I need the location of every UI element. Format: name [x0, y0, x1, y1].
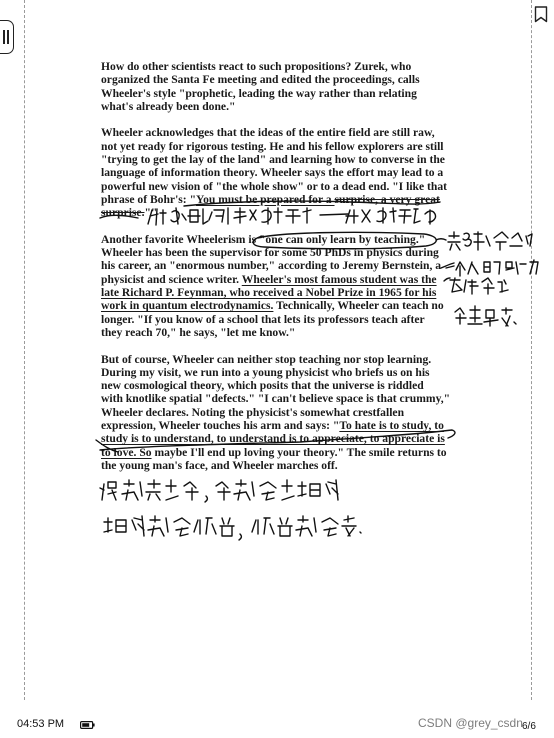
text-line: Wheeler's style "prophetic, leading the way rather than relating: [101, 86, 417, 100]
text-line: Wheeler declares. Noting the physicist's somewhat crestfallen: [101, 405, 405, 419]
text-line: [101, 193, 457, 206]
handwritten-note-5: [455, 306, 516, 326]
text-line: Wheeler has been the supervisor for some 50 PhDs in physics during: [101, 246, 439, 260]
underlined-quote: To hate is to study, to: [339, 419, 444, 433]
handwritten-note-3: [446, 260, 538, 276]
text-line: But of course, Wheeler can neither stop teaching nor stop learning.: [101, 352, 432, 366]
text-line: During my visit, we run into a young physicist who briefs us on his: [101, 365, 430, 379]
underlined-quote: to love. So: [101, 445, 152, 459]
right-margin-guide: [531, 0, 532, 700]
circled-quote: "one can only learn by teaching.": [259, 232, 426, 246]
handwritten-note-7: [104, 516, 361, 540]
underlined-quote: You must be prepared for a: [196, 192, 335, 206]
handwritten-note-2: [448, 232, 532, 250]
text-line: language of information theory. Wheeler says the effort may lead to a: [101, 166, 444, 180]
paragraph-1: [101, 60, 457, 113]
text-line: [101, 419, 457, 432]
text-line: the young man's face, and Wheeler marches off.: [101, 458, 338, 472]
text-line: [101, 206, 457, 219]
underlined-text: work in quantum electrodynamics.: [101, 299, 274, 313]
left-margin-guide: [24, 0, 25, 700]
text-line: new cosmological theory, which posits that the universe is riddled: [101, 379, 424, 393]
battery-icon: [80, 721, 95, 729]
text-fragment: expression, Wheeler touches his arm and says: ": [101, 419, 340, 433]
sidebar-toggle-icon[interactable]: [0, 20, 14, 54]
csdn-watermark: CSDN @grey_csdn: [418, 716, 523, 730]
text-line: what's already been done.": [101, 99, 236, 113]
text-fragment: phrase of Bohr's: ": [101, 192, 197, 206]
page-indicator: 6/6: [522, 721, 536, 732]
text-line: Wheeler acknowledges that the ideas of the entire field are still raw,: [101, 126, 435, 140]
clock-time: 04:53 PM: [17, 718, 65, 730]
text-fragment: "": [144, 206, 158, 220]
text-line: not yet ready for rigorous testing. He and his fellow explorers are still: [101, 139, 444, 153]
text-line: [101, 273, 457, 286]
bookmark-icon[interactable]: [534, 6, 548, 23]
text-line: organized the Santa Fe meeting and edited the proceedings, calls: [101, 73, 420, 87]
text-line: powerful new vision of "the whole show" or to a dead end. "I like that: [101, 179, 447, 193]
underlined-text: Wheeler's most famous student was the: [241, 272, 437, 286]
paragraph-3: [101, 233, 457, 339]
sidebar-toggle-bar: [7, 30, 9, 44]
text-line: his career, an "enormous number," according to Jeremy Bernstein, a: [101, 259, 442, 273]
text-line: study is to understand, to understand is to appreciate, to appreciate is: [101, 432, 445, 446]
paragraph-2: [101, 126, 457, 219]
struck-text: surprise, a very great: [334, 192, 440, 206]
text-fragment: physicist and science writer.: [101, 272, 242, 286]
text-line: longer. "If you know of a school that lets its professors teach after: [101, 312, 425, 326]
text-line: [101, 299, 457, 312]
text-line: [101, 446, 457, 459]
status-bar: [0, 712, 554, 738]
text-line: with knotlike spatial "defects." "I can't believe space is that crummy,": [101, 392, 451, 406]
text-line: they reach 70," he says, "let me know.": [101, 325, 296, 339]
article-text: [101, 60, 457, 486]
text-fragment: maybe I'll end up loving your theory." The smile returns to: [151, 445, 447, 459]
struck-text: surprise.: [101, 206, 145, 220]
text-line: late Richard P. Feynman, who received a Nobel Prize in 1965 for his: [101, 286, 437, 300]
text-fragment: Technically, Wheeler can teach no: [273, 299, 444, 313]
text-line: [101, 233, 457, 246]
paragraph-4: [101, 353, 457, 473]
text-line: "trying to get the lay of the land" and learning how to converse in the: [101, 153, 445, 167]
handwritten-note-4: [450, 278, 508, 294]
text-fragment: Another favorite Wheelerism is: [101, 232, 259, 246]
sidebar-toggle-bar: [3, 30, 5, 44]
text-line: How do other scientists react to such propositions? Zurek, who: [101, 60, 412, 73]
